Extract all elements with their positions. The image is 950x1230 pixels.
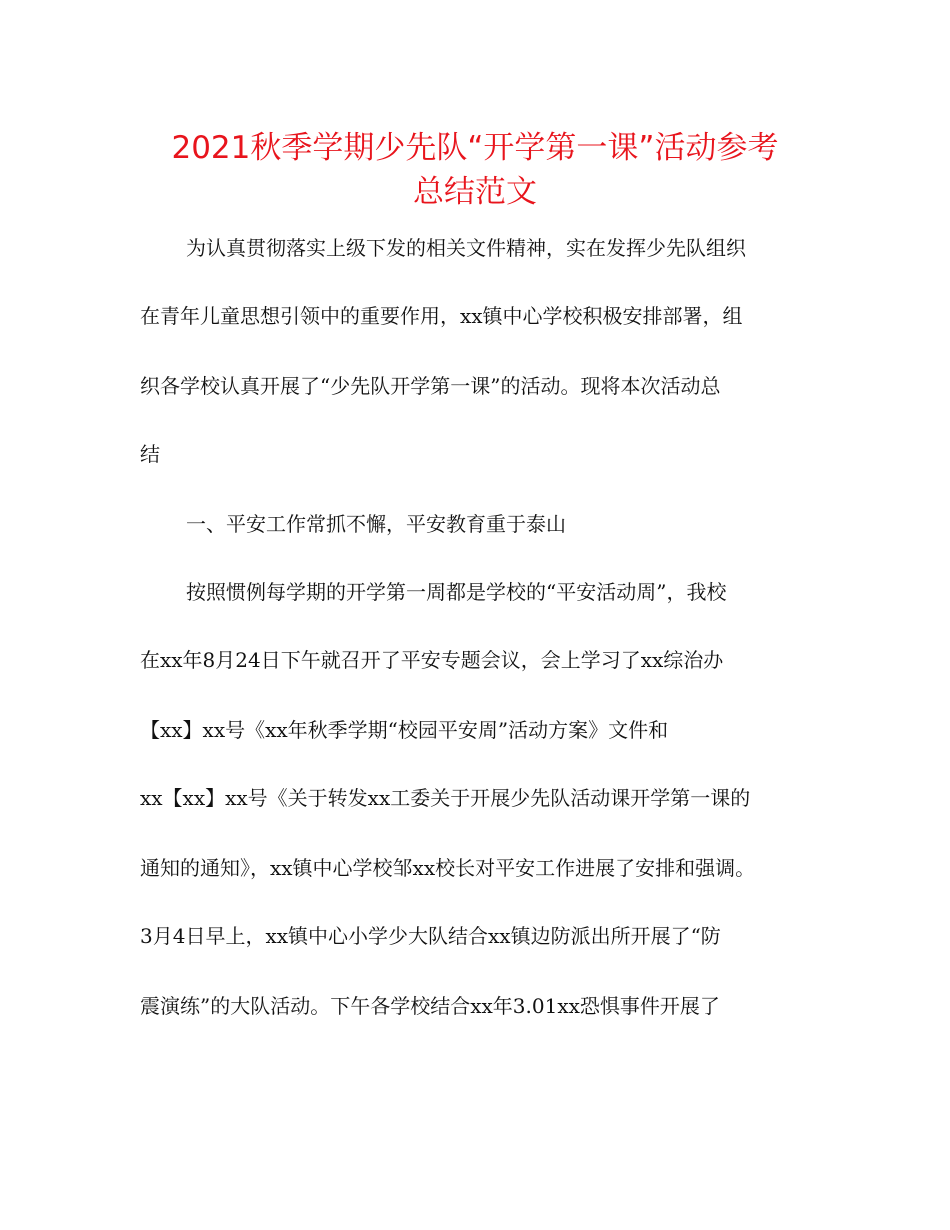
paragraph-2-line-6: 3月4日早上，xx镇中心小学少大队结合xx镇边防派出所开展了“防 (140, 924, 721, 948)
paragraph-2-line-7: 震演练”的大队活动。下午各学校结合xx年3.01xx恐惧事件开展了 (140, 994, 720, 1018)
document-title-line-1: 2021秋季学期少先队“开学第一课”活动参考 (171, 130, 779, 166)
section-heading-1: 一、平安工作常抓不懈，平安教育重于泰山 (186, 512, 566, 536)
paragraph-1-line-2: 在青年儿童思想引领中的重要作用，xx镇中心学校积极安排部署，组 (140, 304, 743, 328)
paragraph-1-line-1: 为认真贯彻落实上级下发的相关文件精神，实在发挥少先队组织 (186, 236, 746, 260)
paragraph-2-line-3: 【xx】xx号《xx年秋季学期“校园平安周”活动方案》文件和 (140, 718, 669, 742)
paragraph-1-line-4: 结 (140, 442, 160, 466)
paragraph-2-line-4: xx【xx】xx号《关于转发xx工委关于开展少先队活动课开学第一课的 (140, 786, 751, 810)
paragraph-2-line-5: 通知的通知》，xx镇中心学校邹xx校长对平安工作进展了安排和强调。 (140, 856, 756, 880)
paragraph-1-line-3: 织各学校认真开展了“少先队开学第一课”的活动。现将本次活动总 (140, 374, 721, 398)
paragraph-2-line-1: 按照惯例每学期的开学第一周都是学校的“平安活动周”，我校 (186, 580, 727, 604)
document-title-line-2: 总结范文 (413, 174, 537, 210)
paragraph-2-line-2: 在xx年8月24日下午就召开了平安专题会议，会上学习了xx综治办 (140, 648, 724, 672)
